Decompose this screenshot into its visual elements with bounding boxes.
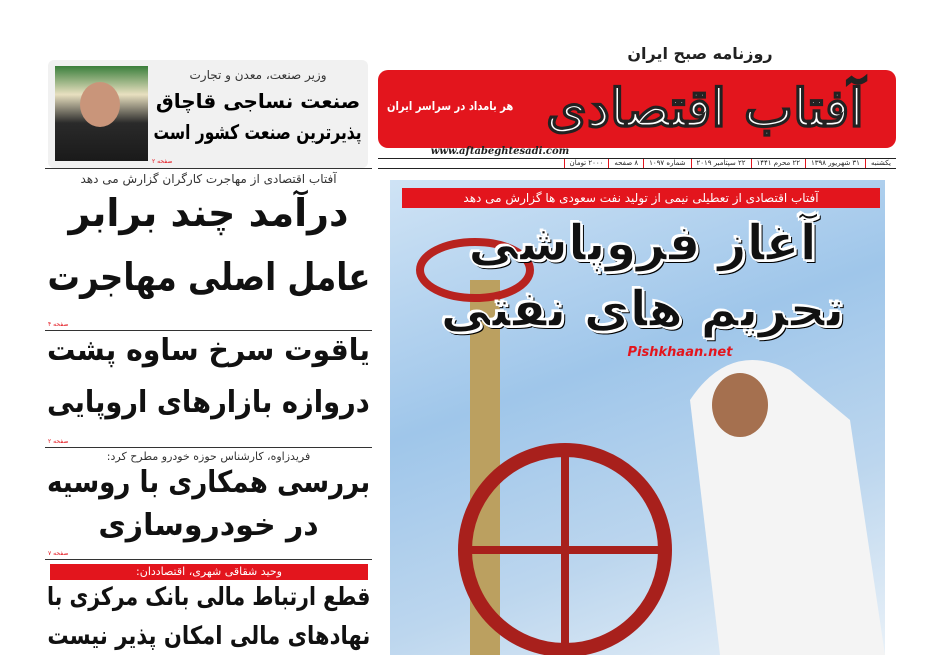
story4-line2[interactable]: [45, 509, 372, 544]
story5-kicker-text: وحید شقاقی شهری، اقتصاددان:: [136, 565, 282, 578]
watermark: [600, 345, 760, 361]
story2-line2-text[interactable]: عامل اصلی مهاجرت: [47, 255, 370, 299]
story5-line1[interactable]: [45, 583, 372, 612]
date-item: ۲۲ محرم ۱۴۴۱: [751, 159, 806, 168]
main-headline-line1[interactable]: [410, 214, 875, 272]
date-item: ۲۰۰۰ تومان: [564, 159, 609, 168]
story2-kicker-text: آفتاب اقتصادی از مهاجرت کارگران گزارش می دهد: [80, 172, 337, 186]
divider: [45, 447, 372, 448]
newspaper-logo: [520, 70, 890, 148]
slogan: [385, 98, 515, 114]
newspaper-logo-text: آفتاب اقتصادی: [546, 78, 864, 139]
story3-line1[interactable]: [45, 334, 372, 369]
tagline: [600, 44, 800, 64]
face: [80, 82, 120, 127]
main-kicker: [402, 188, 880, 208]
story1-kicker: [152, 68, 364, 83]
story2-line2[interactable]: [45, 256, 372, 300]
tagline-text: روزنامه صبح ایران: [627, 44, 773, 63]
main-headline-line2[interactable]: [410, 280, 875, 338]
story5-line1-text[interactable]: قطع ارتباط مالی بانک مرکزی با: [46, 582, 371, 611]
date-item: ۲۲ سپتامبر ۲۰۱۹: [691, 159, 751, 168]
story1-kicker-text: وزیر صنعت، معدن و تجارت: [189, 68, 327, 82]
story3-line2-text[interactable]: دروازه بازارهای اروپایی: [47, 385, 370, 420]
story5-kicker: [50, 564, 368, 580]
story4-line2-text[interactable]: در خودروسازی: [98, 508, 319, 543]
story3-page[interactable]: صفحه ۲: [48, 438, 69, 445]
date-item: یکشنبه: [865, 159, 896, 168]
story1-line2[interactable]: [152, 121, 364, 144]
divider: [45, 168, 372, 169]
story4-page[interactable]: صفحه ۷: [48, 550, 69, 557]
story2-line1-text[interactable]: درآمد چند برابر: [68, 191, 349, 235]
watermark-text: Pishkhaan.net: [627, 345, 733, 360]
story1-line1-text[interactable]: صنعت نساجی قاچاق: [155, 89, 361, 113]
main-kicker-text: آفتاب اقتصادی از تعطیلی نیمی از تولید نفت سعودی ها گزارش می دهد: [463, 191, 819, 205]
story4-kicker-text: فریدزاوه، کارشناس حوزه خودرو مطرح کرد:: [106, 450, 311, 463]
date-bar: [378, 158, 896, 169]
story3-line2[interactable]: [45, 386, 372, 421]
story5-line2[interactable]: [45, 622, 372, 651]
slogan-text: هر بامداد در سراسر ایران: [386, 99, 514, 113]
story5-line2-text[interactable]: نهادهای مالی امکان پذیر نیست: [47, 621, 370, 650]
story3-line1-text[interactable]: یاقوت سرخ ساوه پشت: [46, 333, 371, 368]
story2-line1[interactable]: [45, 192, 372, 236]
story4-kicker: [45, 450, 372, 464]
story1-page[interactable]: صفحه ۲: [152, 158, 173, 165]
story2-page[interactable]: صفحه ۴: [48, 321, 69, 328]
date-item: شماره ۱۰۹۷: [643, 159, 690, 168]
date-item: ۸ صفحه: [608, 159, 643, 168]
story1-line2-text[interactable]: پذیرترین صنعت کشور است: [154, 120, 362, 144]
story4-line1-text[interactable]: بررسی همکاری با روسیه: [46, 465, 371, 500]
divider: [45, 559, 372, 560]
story2-kicker: [45, 172, 372, 187]
website-link-text[interactable]: www.aftabeghtesadi.com: [430, 146, 570, 157]
story1-line1[interactable]: [152, 90, 364, 113]
main-headline-line2-text[interactable]: تحریم های نفتی: [440, 280, 845, 338]
story4-line1[interactable]: [45, 466, 372, 501]
main-headline-line1-text[interactable]: آغاز فروپاشی: [468, 214, 817, 272]
website-link[interactable]: [420, 146, 580, 157]
divider: [45, 330, 372, 331]
date-item: ۳۱ شهریور ۱۳۹۸: [805, 159, 865, 168]
